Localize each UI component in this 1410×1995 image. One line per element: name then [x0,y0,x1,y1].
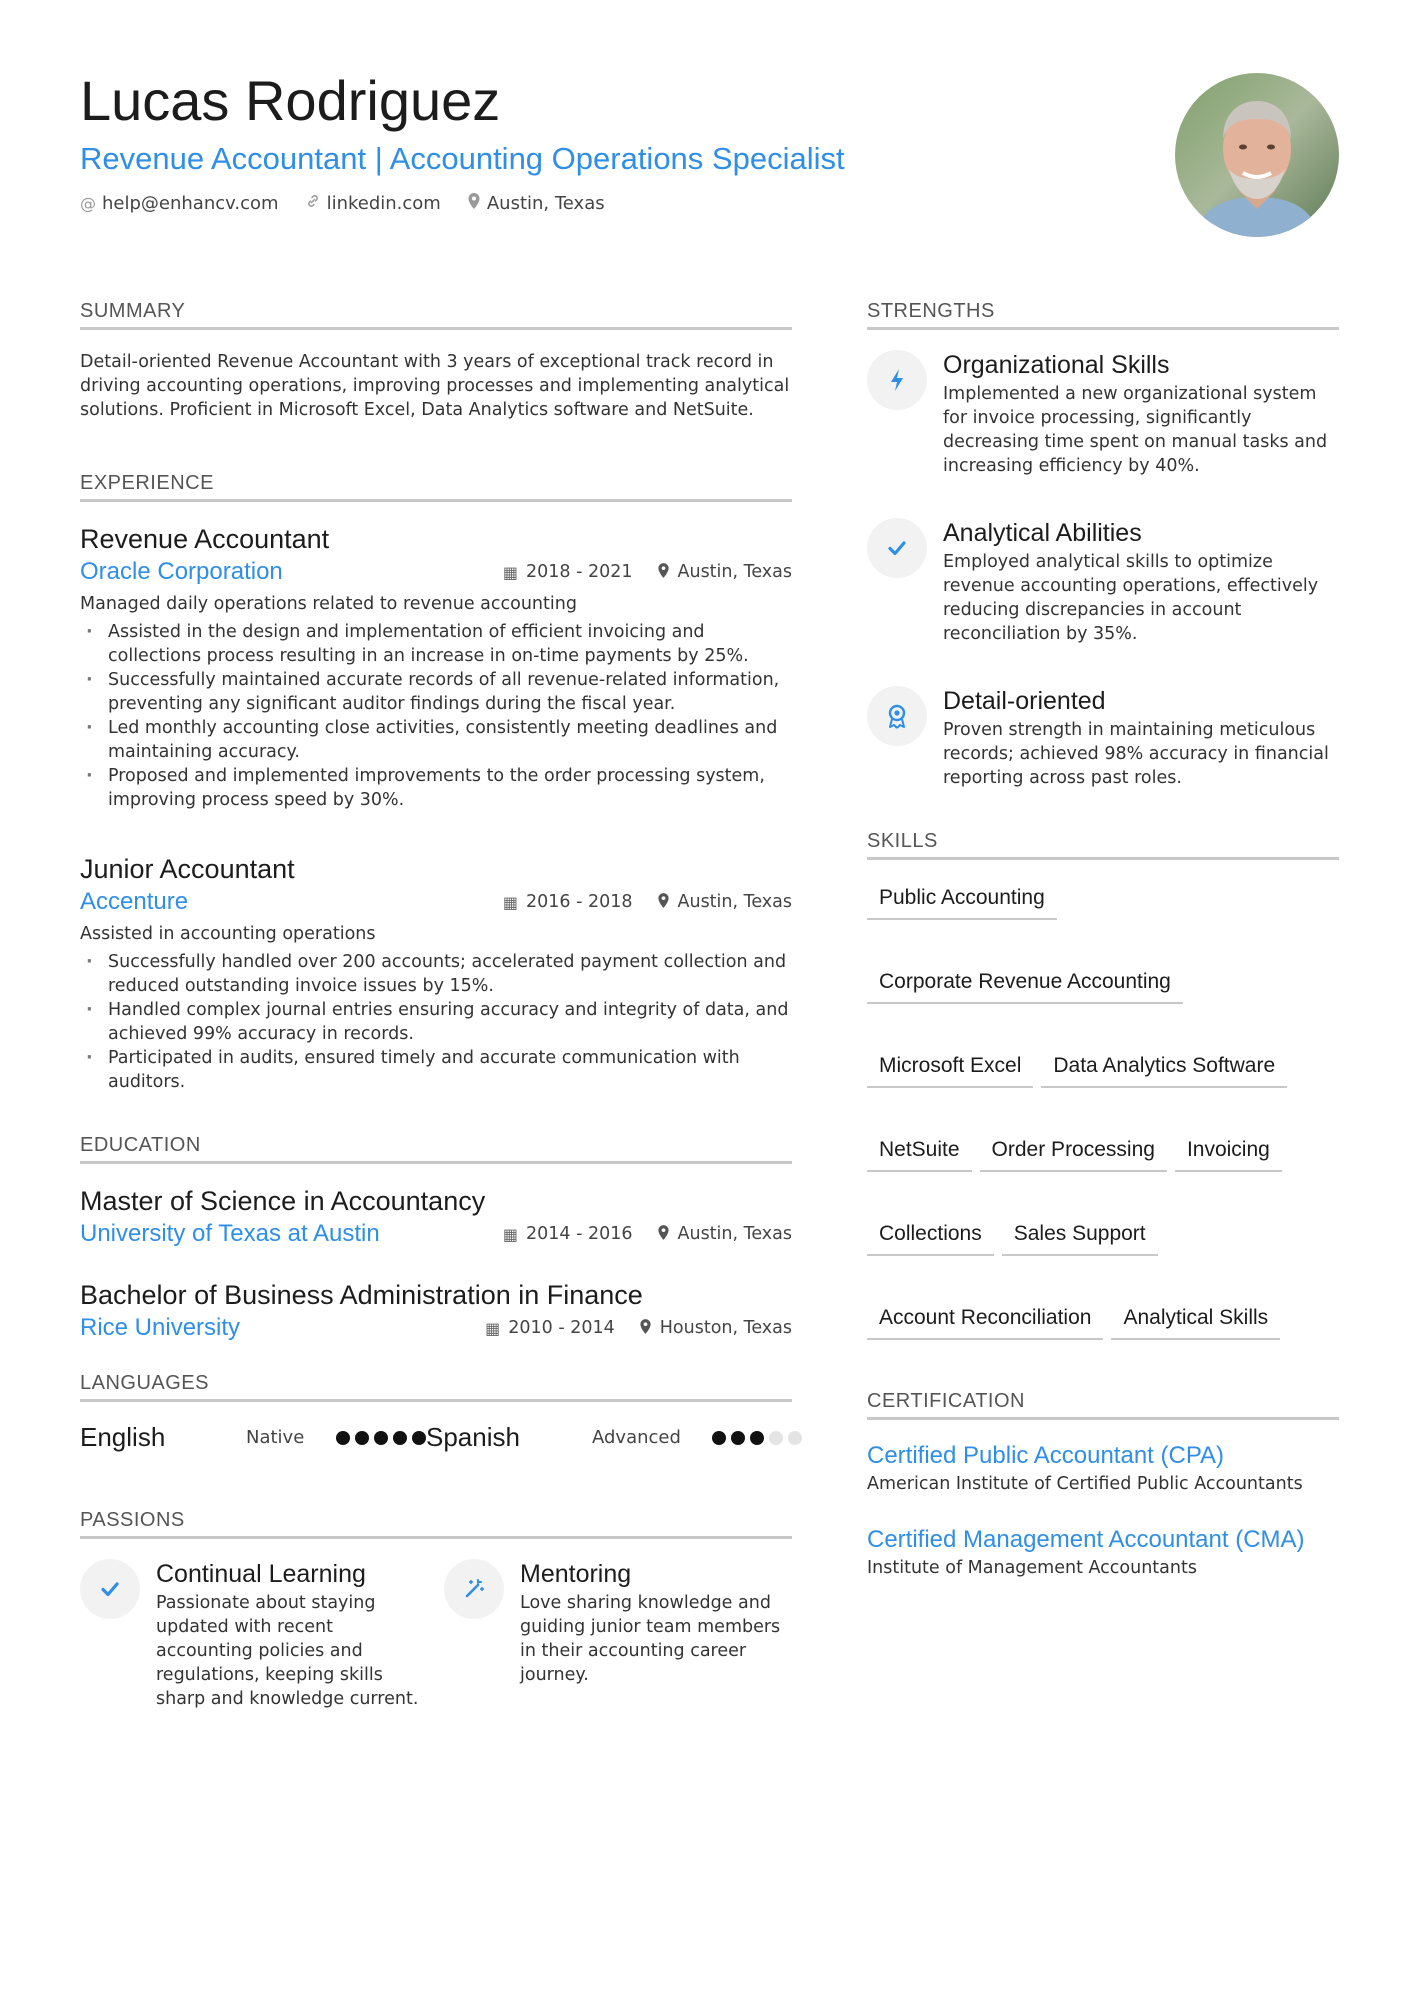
job-dates: 2016 - 2018 [525,892,633,912]
language-rating [712,1431,802,1445]
strength-item [867,350,1339,478]
rating-dot-filled [355,1431,369,1445]
skill-tag: Collections [867,1216,994,1256]
check-icon [80,1559,140,1619]
skill-tag: Corporate Revenue Accounting [867,964,1183,1004]
language-level: Native [246,1427,305,1448]
bullet-item: · Successfully handled over 200 accounts; accelerated payment collection and reduced outstanding invoice issues by 15%. [80,950,792,998]
certification-issuer: Institute of Management Accountants [867,1558,1197,1578]
profile-photo [1175,73,1339,237]
section-title: LANGUAGES [80,1372,792,1402]
certification-section [867,1390,1339,1578]
calendar-icon: ▦ [502,892,518,912]
skill-tag: Analytical Skills [1111,1300,1280,1340]
contact-email[interactable] [80,192,279,214]
bullet-item: · Successfully maintained accurate records of all revenue-related information, preventing any significant auditor findings during the fiscal year. [80,668,792,716]
right-column [867,300,1339,1628]
section-title: PASSIONS [80,1509,792,1539]
certification-issuer: American Institute of Certified Public Accountants [867,1474,1303,1494]
strength-title: Analytical Abilities [943,519,1142,547]
calendar-icon: ▦ [502,1224,518,1244]
resume-header [80,68,1180,238]
language-name: English [80,1422,166,1452]
skills-section [867,830,1339,1340]
job-title: Revenue Accountant [80,524,330,554]
strength-description: Implemented a new organizational system for invoice processing, significantly decreasing time spent on manual tasks and increasing efficiency by 40%. [943,384,1328,476]
passion-title: Continual Learning [156,1560,366,1588]
strength-description: Proven strength in maintaining meticulous records; achieved 98% accuracy in financial reporting across past roles. [943,720,1329,788]
contact-location [467,192,605,214]
check-icon [867,518,927,578]
degree-title: Master of Science in Accountancy [80,1186,486,1216]
skill-tag: Microsoft Excel [867,1048,1033,1088]
passions-section [80,1509,792,1711]
skill-tag: Sales Support [1002,1216,1158,1256]
map-pin-icon [657,1224,670,1245]
certification-item [867,1524,1339,1578]
certification-title: Certified Public Accountant (CPA) [867,1442,1225,1469]
bullet-item: · Participated in audits, ensured timely and accurate communication with auditors. [80,1046,792,1094]
location-text: Austin, Texas [486,192,605,214]
strength-item [867,686,1339,790]
section-title: SUMMARY [80,300,792,330]
bullet-item: · Assisted in the design and implementation of efficient invoicing and collections process resulting in an increase in on-time payments by 25%. [80,620,792,668]
education-section [80,1134,792,1342]
summary-text: Detail-oriented Revenue Accountant with 3 years of exceptional track record in driving accounting operations, improving processes and implementing analytical solutions. Proficient in Microsoft Excel, Data Analytics software and NetSuite. [80,352,790,420]
lightning-icon [867,350,927,410]
job-location: Austin, Texas [677,892,792,912]
strength-description: Employed analytical skills to optimize revenue accounting operations, effectively reducing discrepancies in account reconciliation by 35%. [943,552,1319,644]
rating-dot-filled [731,1431,745,1445]
calendar-icon: ▦ [502,562,518,582]
strength-title: Organizational Skills [943,351,1170,379]
experience-item [80,852,792,1094]
email-text: help@enhancv.com [102,192,279,214]
edu-dates: 2010 - 2014 [508,1318,615,1338]
passion-title: Mentoring [520,1560,632,1588]
skill-tag: Invoicing [1175,1132,1282,1172]
section-title: STRENGTHS [867,300,1339,330]
strengths-section [867,300,1339,790]
contact-linkedin[interactable] [305,192,441,214]
job-location: Austin, Texas [677,562,792,582]
language-level: Advanced [592,1427,681,1448]
bullet-item: · Led monthly accounting close activities, consistently meeting deadlines and maintaining accuracy. [80,716,792,764]
job-description: Managed daily operations related to revenue accounting [80,594,577,614]
job-bullets [80,620,792,812]
edu-location: Austin, Texas [677,1224,792,1244]
section-title: SKILLS [867,830,1339,860]
map-pin-icon [657,562,670,583]
school-name: University of Texas at Austin [80,1220,380,1247]
passion-description: Love sharing knowledge and guiding junior team members in their accounting career journey. [520,1593,781,1685]
company-name: Oracle Corporation [80,558,283,585]
map-pin-icon [639,1318,652,1339]
languages-section [80,1372,792,1453]
section-title: EXPERIENCE [80,472,792,502]
link-icon [305,193,321,213]
section-title: EDUCATION [80,1134,792,1164]
rating-dot-empty [769,1431,783,1445]
left-column [80,300,792,1761]
rating-dot-filled [412,1431,426,1445]
edu-dates: 2014 - 2016 [525,1224,633,1244]
skill-tag: Data Analytics Software [1041,1048,1287,1088]
language-item [80,1422,426,1453]
candidate-name: Lucas Rodriguez [80,69,501,132]
certification-title: Certified Management Accountant (CMA) [867,1526,1305,1553]
degree-title: Bachelor of Business Administration in Finance [80,1280,643,1310]
bullet-item: · Proposed and implemented improvements to the order processing system, improving process speed by 30%. [80,764,792,812]
rating-dot-filled [712,1431,726,1445]
job-bullets [80,950,792,1094]
experience-item [80,522,792,812]
language-name: Spanish [426,1422,520,1452]
job-description: Assisted in accounting operations [80,924,376,944]
summary-section [80,300,792,422]
map-pin-icon [467,192,481,214]
contact-row [80,192,1180,214]
bullet-item: · Handled complex journal entries ensuring accuracy and integrity of data, and achieved 99% accuracy in records. [80,998,792,1046]
rating-dot-empty [788,1431,802,1445]
calendar-icon: ▦ [485,1318,501,1338]
job-dates: 2018 - 2021 [525,562,633,582]
rating-dot-filled [374,1431,388,1445]
rating-dot-filled [393,1431,407,1445]
school-name: Rice University [80,1314,241,1341]
section-title: CERTIFICATION [867,1390,1339,1420]
certification-item [867,1440,1339,1494]
candidate-headline: Revenue Accountant | Accounting Operations Specialist [80,141,845,176]
skill-tag: NetSuite [867,1132,972,1172]
passion-item [80,1559,420,1711]
passion-description: Passionate about staying updated with recent accounting policies and regulations, keeping skills sharp and knowledge current. [156,1593,419,1709]
rating-dot-filled [336,1431,350,1445]
map-pin-icon [657,892,670,913]
edu-location: Houston, Texas [659,1318,792,1338]
skill-tag: Account Reconciliation [867,1300,1103,1340]
at-icon: @ [80,193,96,213]
skill-tag: Public Accounting [867,880,1057,920]
strength-item [867,518,1339,646]
rating-dot-filled [750,1431,764,1445]
passion-item [444,1559,784,1711]
experience-section [80,472,792,1094]
strength-title: Detail-oriented [943,687,1106,715]
skill-tag: Order Processing [980,1132,1167,1172]
language-rating [336,1431,426,1445]
job-title: Junior Accountant [80,854,295,884]
education-item [80,1184,792,1248]
language-item [426,1422,802,1453]
magic-wand-icon [444,1559,504,1619]
linkedin-text: linkedin.com [326,192,441,214]
award-icon [867,686,927,746]
education-item [80,1278,792,1342]
company-name: Accenture [80,888,189,915]
